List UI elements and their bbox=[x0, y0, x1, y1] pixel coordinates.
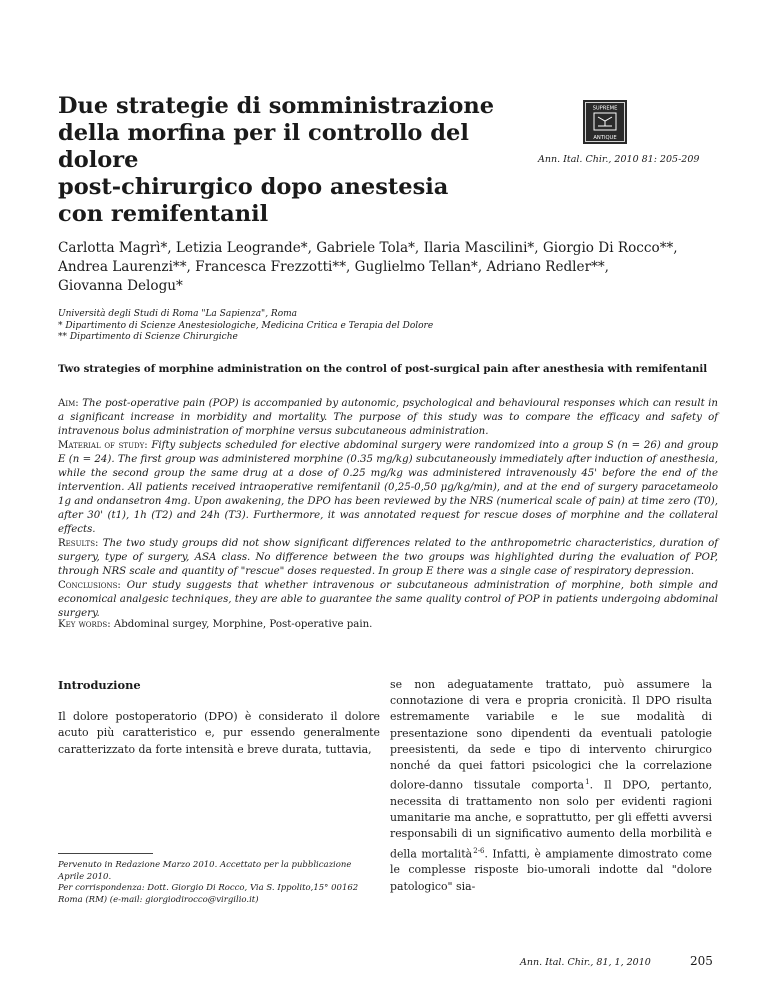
english-title: Two strategies of morphine administration on the control of post-surgical pain after anesthesia with remifentanil bbox=[58, 363, 708, 375]
footnote bbox=[58, 860, 380, 906]
author-list bbox=[58, 239, 718, 296]
body-column-left bbox=[58, 677, 380, 758]
abstract-label: Conclusions: bbox=[58, 580, 121, 591]
logo-top-text: SUPREME bbox=[592, 105, 618, 112]
abstract-text: Fifty subjects scheduled for elective abdominal surgery were randomized into a group S (n = 26) and group E (n = 24). The first group was administered morphine (0.35 mg/kg) subcutaneously immediately after induction of anesthesia, while the second group the same drug at a dose of 0.25 mg/kg was administered intravenously 45' before the end of the intervention. All patients received intraoperative remifentanil (0,25-0,50 μg/kg/min), and at the end of surgery paracetameolo 1g and ondansetron 4mg. Upon awakening, the DPO has been reviewed by the NRS (numerical scale of pain) at time zero (T0), after 30' (t1), 1h (T2) and 24h (T3). Furthermore, it was annotated request for rescue doses of morphine and the collateral effects. bbox=[58, 440, 718, 535]
footnote-line: Pervenuto in Redazione Marzo 2010. Accettato per la pubblicazione Aprile 2010. bbox=[58, 860, 352, 882]
abstract-text: Our study suggests that whether intravenous or subcutaneous administration of morphine, both simple and economical analgesic techniques, they are able to guarantee the same quality control of POP in patients undergoing abdominal surgery. bbox=[58, 580, 718, 619]
journal-emblem-icon bbox=[583, 100, 627, 144]
section-heading: Introduzione bbox=[58, 678, 141, 692]
body-text: . Il DPO, pertanto, necessita di trattamento non solo per evidenti ragioni umanitarie ma anche, e soprattutto, per gli effetti avversi responsabili di un significativo aumento della morbilità e della mortalità bbox=[390, 778, 712, 861]
footnote-divider bbox=[58, 853, 153, 854]
running-citation: Ann. Ital. Chir., 81, 1, 2010 bbox=[520, 957, 651, 968]
affiliations bbox=[58, 309, 718, 344]
title-line: Due strategie di somministrazione bbox=[58, 93, 495, 119]
page-number: 205 bbox=[690, 954, 713, 968]
keywords-label: Key words: bbox=[58, 619, 111, 630]
abstract-label: Results: bbox=[58, 538, 99, 549]
body-paragraph: Il dolore postoperatorio (DPO) è considerato il dolore acuto più caratteristico e, pur essendo generalmente caratterizzato da forte intensità e breve durata, tuttavia, bbox=[58, 710, 380, 756]
abstract-text: The post-operative pain (POP) is accompanied by autonomic, psychological and behavioural responses which can result in a significant increase in morbidity and mortality. The purpose of this study was to compare the efficacy and safety of intravenous bolus administration of morphine versus subcutaneous administration. bbox=[58, 398, 718, 437]
affiliation-line: Università degli Studi di Roma "La Sapienza", Roma bbox=[58, 309, 298, 319]
abstract-results bbox=[58, 537, 718, 579]
author-line: Giovanna Delogu* bbox=[58, 278, 183, 294]
abstract-aim bbox=[58, 397, 718, 439]
title-line: della morfina per il controllo del dolore bbox=[58, 120, 469, 173]
body-text: se non adeguatamente trattato, può assumere la connotazione di vera e propria cronicità. Il DPO risulta estremamente variabile e le sue modalità di presentazione sono dipendenti da eventuali patologie preesistenti, da sede e tipo di intervento chirurgico nonché da quei fattori psicologici che la correlazione dolore-danno tissutale comporta bbox=[390, 678, 712, 792]
abstract-conclusions bbox=[58, 579, 718, 621]
reference-marker: 1 bbox=[585, 778, 590, 787]
author-line: Carlotta Magrì*, Letizia Leogrande*, Gabriele Tola*, Ilaria Mascilini*, Giorgio Di Rocco**, bbox=[58, 240, 678, 256]
keywords bbox=[58, 618, 718, 632]
abstract-text: The two study groups did not show significant differences related to the anthropometric characteristics, duration of surgery, type of surgery, ASA class. No difference between the two groups was highlighted during the evaluation of POP, through NRS scale and quantity of "rescue" doses requested. In group E there was a single case of respiratory depression. bbox=[58, 538, 718, 577]
affiliation-line: * Dipartimento di Scienze Anestesiologiche, Medicina Critica e Terapia del Dolore bbox=[58, 320, 434, 331]
article-title bbox=[58, 93, 528, 228]
logo-bottom-text: ANTIQUE bbox=[593, 135, 617, 141]
title-line: con remifentanil bbox=[58, 201, 269, 227]
abstract-label: Material of study: bbox=[58, 440, 148, 451]
body-paragraph bbox=[390, 677, 712, 895]
footnote-line: Per corrispondenza: Dott. Giorgio Di Rocco, Via S. Ippolito,15° 00162 Roma (RM) (e-mail: giorgiodirocco@virgilio.it) bbox=[58, 883, 359, 905]
body-text: . Infatti, è ampiamente dimostrato come le complesse risposte bio-umorali indotte dal "dolore patologico" sia- bbox=[390, 847, 712, 893]
abstract-material bbox=[58, 439, 718, 537]
reference-marker: 2-6 bbox=[473, 846, 485, 855]
abstract bbox=[58, 397, 718, 621]
affiliation-line: ** Dipartimento di Scienze Chirurgiche bbox=[58, 332, 238, 342]
title-line: post-chirurgico dopo anestesia bbox=[58, 174, 449, 200]
abstract-label: Aim: bbox=[58, 398, 79, 409]
keywords-text: Abdominal surgey, Morphine, Post-operative pain. bbox=[113, 619, 373, 630]
author-line: Andrea Laurenzi**, Francesca Frezzotti**, Guglielmo Tellan*, Adriano Redler**, bbox=[58, 259, 609, 275]
body-column-right bbox=[390, 677, 712, 895]
journal-citation: Ann. Ital. Chir., 2010 81: 205-209 bbox=[538, 154, 700, 165]
